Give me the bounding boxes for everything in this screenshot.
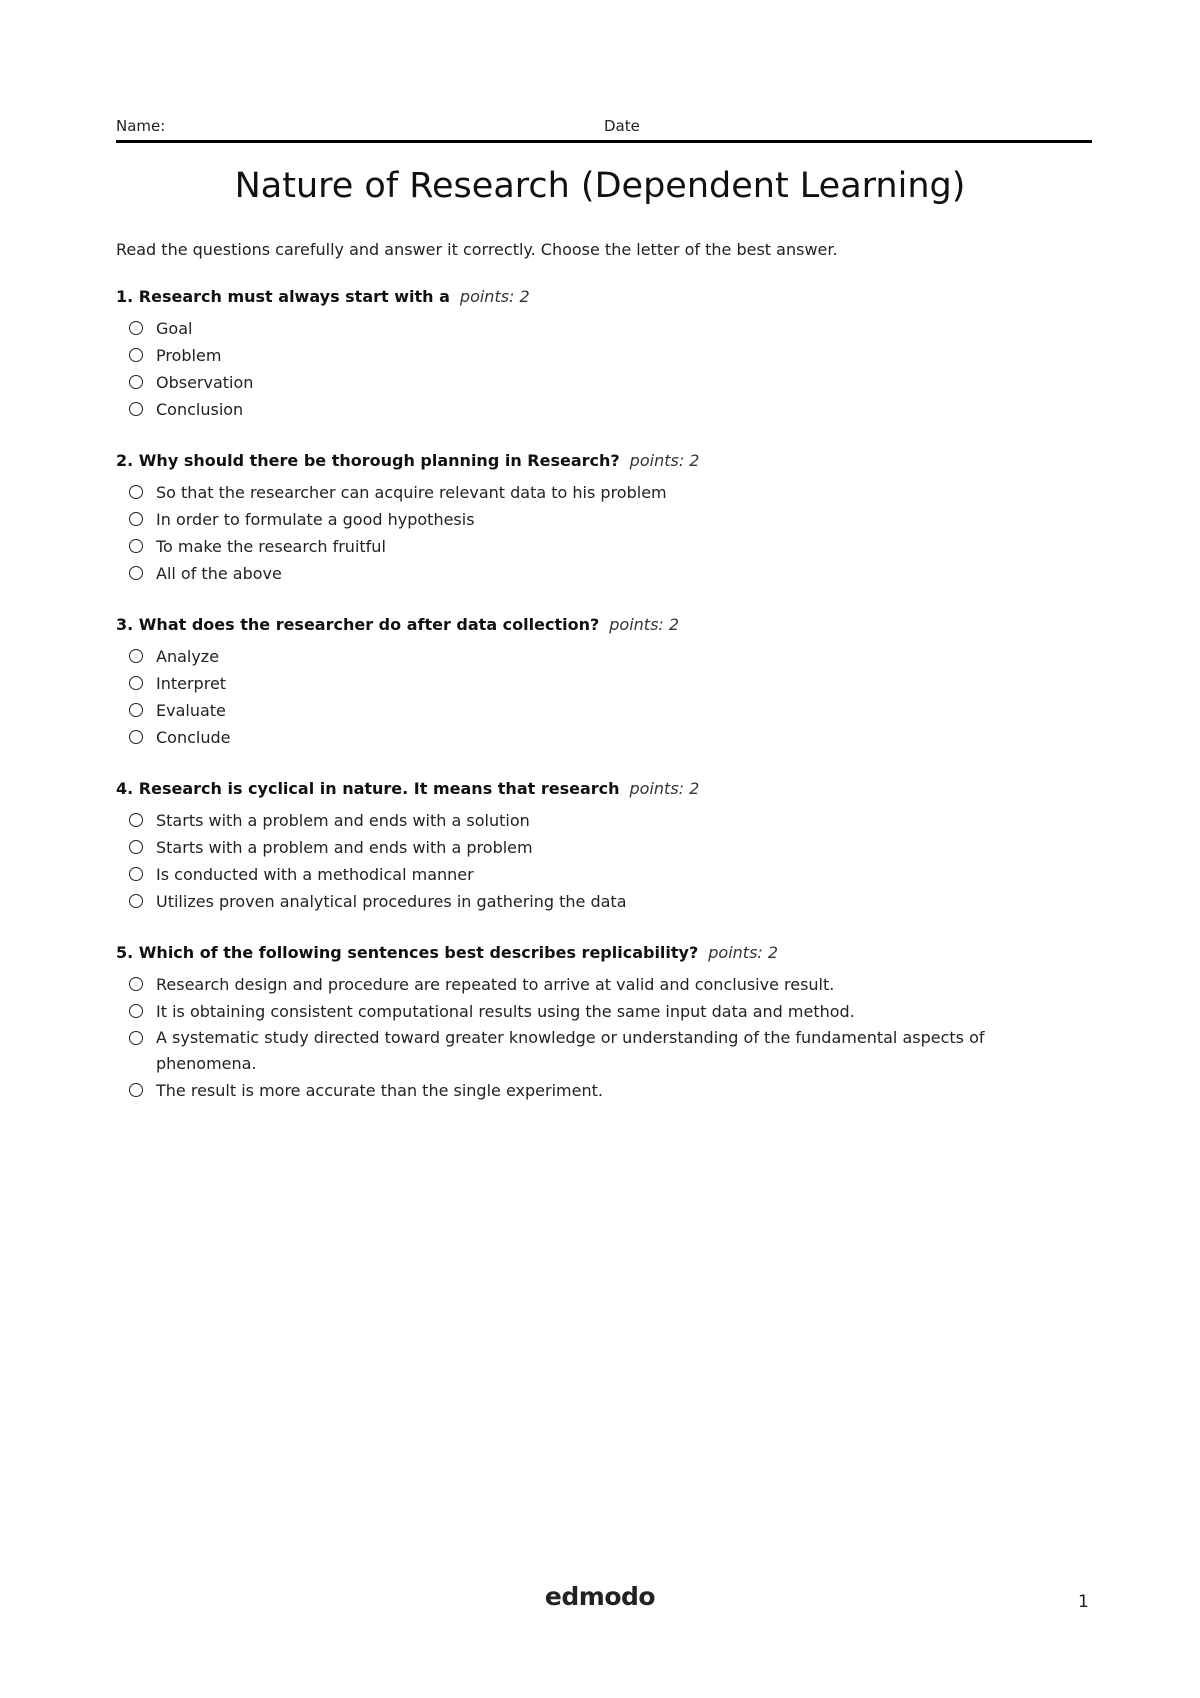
- option-label: Conclusion: [156, 400, 244, 419]
- question-2: [116, 450, 1046, 587]
- answer-option[interactable]: [116, 670, 1046, 697]
- answer-option[interactable]: [116, 1025, 1046, 1077]
- answer-options: [116, 807, 1046, 915]
- answer-option[interactable]: [116, 998, 1046, 1025]
- name-date-header: [116, 116, 1092, 143]
- question-points: points: 2: [629, 451, 700, 470]
- question-text: 5. Which of the following sentences best describes replicability?: [116, 943, 699, 962]
- edmodo-logo: edmodo: [544, 1582, 656, 1611]
- radio-icon[interactable]: [129, 485, 143, 499]
- question-list: [116, 286, 1046, 1131]
- answer-option[interactable]: [116, 315, 1046, 342]
- question-points: points: 2: [459, 287, 530, 306]
- answer-option[interactable]: [116, 834, 1046, 861]
- option-label: To make the research fruitful: [156, 537, 386, 556]
- answer-option[interactable]: [116, 971, 1046, 998]
- question-text: 3. What does the researcher do after data collection?: [116, 615, 600, 634]
- radio-icon[interactable]: [129, 894, 143, 908]
- option-label: A systematic study directed toward greater knowledge or understanding of the fundamental aspects of phenomena.: [156, 1028, 985, 1073]
- date-label: Date: [604, 117, 640, 135]
- answer-options: [116, 643, 1046, 751]
- option-label: Utilizes proven analytical procedures in gathering the data: [156, 892, 627, 911]
- radio-icon[interactable]: [129, 813, 143, 827]
- radio-icon[interactable]: [129, 1031, 143, 1045]
- question-3: [116, 614, 1046, 751]
- radio-icon[interactable]: [129, 1083, 143, 1097]
- option-label: So that the researcher can acquire relevant data to his problem: [156, 483, 667, 502]
- question-4: [116, 778, 1046, 915]
- page-title: Nature of Research (Dependent Learning): [234, 166, 966, 206]
- radio-icon[interactable]: [129, 539, 143, 553]
- question-points: points: 2: [609, 615, 680, 634]
- answer-options: [116, 479, 1046, 587]
- radio-icon[interactable]: [129, 402, 143, 416]
- question-prompt: [116, 778, 1046, 800]
- radio-icon[interactable]: [129, 730, 143, 744]
- radio-icon[interactable]: [129, 512, 143, 526]
- option-label: The result is more accurate than the single experiment.: [156, 1081, 603, 1100]
- option-label: Analyze: [156, 647, 220, 666]
- radio-icon[interactable]: [129, 703, 143, 717]
- radio-icon[interactable]: [129, 676, 143, 690]
- option-label: Observation: [156, 373, 254, 392]
- answer-option[interactable]: [116, 888, 1046, 915]
- question-text: 2. Why should there be thorough planning in Research?: [116, 451, 620, 470]
- radio-icon[interactable]: [129, 348, 143, 362]
- option-label: Goal: [156, 319, 193, 338]
- option-label: Starts with a problem and ends with a solution: [156, 811, 530, 830]
- answer-option[interactable]: [116, 342, 1046, 369]
- radio-icon[interactable]: [129, 1004, 143, 1018]
- question-prompt: [116, 614, 1046, 636]
- radio-icon[interactable]: [129, 566, 143, 580]
- answer-option[interactable]: [116, 861, 1046, 888]
- answer-option[interactable]: [116, 724, 1046, 751]
- option-label: Starts with a problem and ends with a problem: [156, 838, 533, 857]
- instructions: Read the questions carefully and answer it correctly. Choose the letter of the best answer.: [116, 240, 838, 259]
- radio-icon[interactable]: [129, 867, 143, 881]
- question-points: points: 2: [629, 779, 700, 798]
- option-label: Problem: [156, 346, 222, 365]
- answer-option[interactable]: [116, 479, 1046, 506]
- answer-option[interactable]: [116, 643, 1046, 670]
- answer-option[interactable]: [116, 807, 1046, 834]
- option-label: It is obtaining consistent computational results using the same input data and method.: [156, 1002, 855, 1021]
- answer-option[interactable]: [116, 506, 1046, 533]
- option-label: Research design and procedure are repeated to arrive at valid and conclusive result.: [156, 975, 835, 994]
- question-5: [116, 942, 1046, 1104]
- option-label: Conclude: [156, 728, 231, 747]
- answer-option[interactable]: [116, 369, 1046, 396]
- option-label: Is conducted with a methodical manner: [156, 865, 474, 884]
- option-label: In order to formulate a good hypothesis: [156, 510, 475, 529]
- option-label: Evaluate: [156, 701, 226, 720]
- page-number: 1: [1078, 1592, 1089, 1612]
- radio-icon[interactable]: [129, 321, 143, 335]
- question-text: 4. Research is cyclical in nature. It means that research: [116, 779, 620, 798]
- question-prompt: [116, 450, 1046, 472]
- option-label: Interpret: [156, 674, 227, 693]
- option-label: All of the above: [156, 564, 282, 583]
- answer-option[interactable]: [116, 533, 1046, 560]
- answer-option[interactable]: [116, 697, 1046, 724]
- answer-option[interactable]: [116, 560, 1046, 587]
- answer-options: [116, 971, 1046, 1104]
- radio-icon[interactable]: [129, 977, 143, 991]
- name-label: Name:: [116, 117, 166, 135]
- answer-option[interactable]: [116, 1077, 1046, 1104]
- radio-icon[interactable]: [129, 840, 143, 854]
- question-1: [116, 286, 1046, 423]
- question-prompt: [116, 942, 1046, 964]
- answer-option[interactable]: [116, 396, 1046, 423]
- answer-options: [116, 315, 1046, 423]
- radio-icon[interactable]: [129, 375, 143, 389]
- question-points: points: 2: [708, 943, 779, 962]
- radio-icon[interactable]: [129, 649, 143, 663]
- question-text: 1. Research must always start with a: [116, 287, 450, 306]
- question-prompt: [116, 286, 1046, 308]
